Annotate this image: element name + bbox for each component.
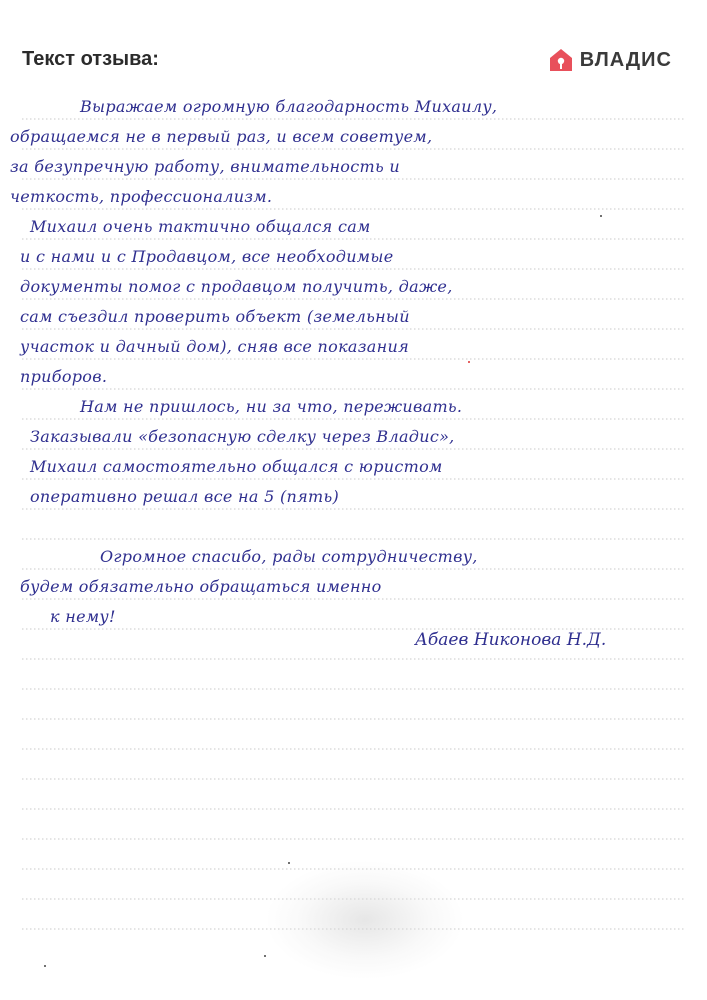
review-line: документы помог с продавцом получить, даже, (20, 277, 453, 296)
vladis-logo (548, 44, 672, 76)
scan-dot (288, 862, 290, 864)
review-line: Михаил самостоятельно общался с юристом (30, 457, 443, 476)
form-title: Текст отзыва: (22, 48, 159, 70)
ink-dot (468, 361, 470, 363)
review-line: участок и дачный дом), сняв все показания (20, 337, 409, 356)
review-line: Огромное спасибо, рады сотрудничеству, (100, 547, 478, 566)
scan-dot (600, 215, 602, 217)
signature: Абаев Никонова Н.Д. (415, 630, 607, 650)
review-line: Михаил очень тактично общался сам (30, 217, 371, 236)
review-line: к нему! (50, 607, 116, 626)
scan-dot (264, 955, 266, 957)
scan-smudge (265, 860, 465, 980)
scan-dot (44, 965, 46, 967)
review-line: приборов. (20, 367, 108, 386)
logo-text: ВЛАДИС (579, 48, 672, 71)
review-line: четкость, профессионализм. (10, 187, 273, 206)
review-line: Нам не пришлось, ни за что, переживать. (80, 397, 463, 416)
review-line: будем обязательно обращаться именно (20, 577, 382, 596)
review-line: оперативно решал все на 5 (пять) (30, 487, 340, 506)
review-line: Заказывали «безопасную сделку через Владис», (30, 427, 455, 446)
review-line: и с нами и с Продавцом, все необходимые (20, 247, 394, 266)
review-line: обращаемся не в первый раз, и всем советуем, (10, 127, 433, 146)
house-icon (548, 47, 574, 73)
review-line: Выражаем огромную благодарность Михаилу, (80, 97, 498, 116)
review-line: за безупречную работу, внимательность и (10, 157, 400, 176)
review-line: сам съездил проверить объект (земельный (20, 307, 410, 326)
form-header (22, 42, 672, 82)
